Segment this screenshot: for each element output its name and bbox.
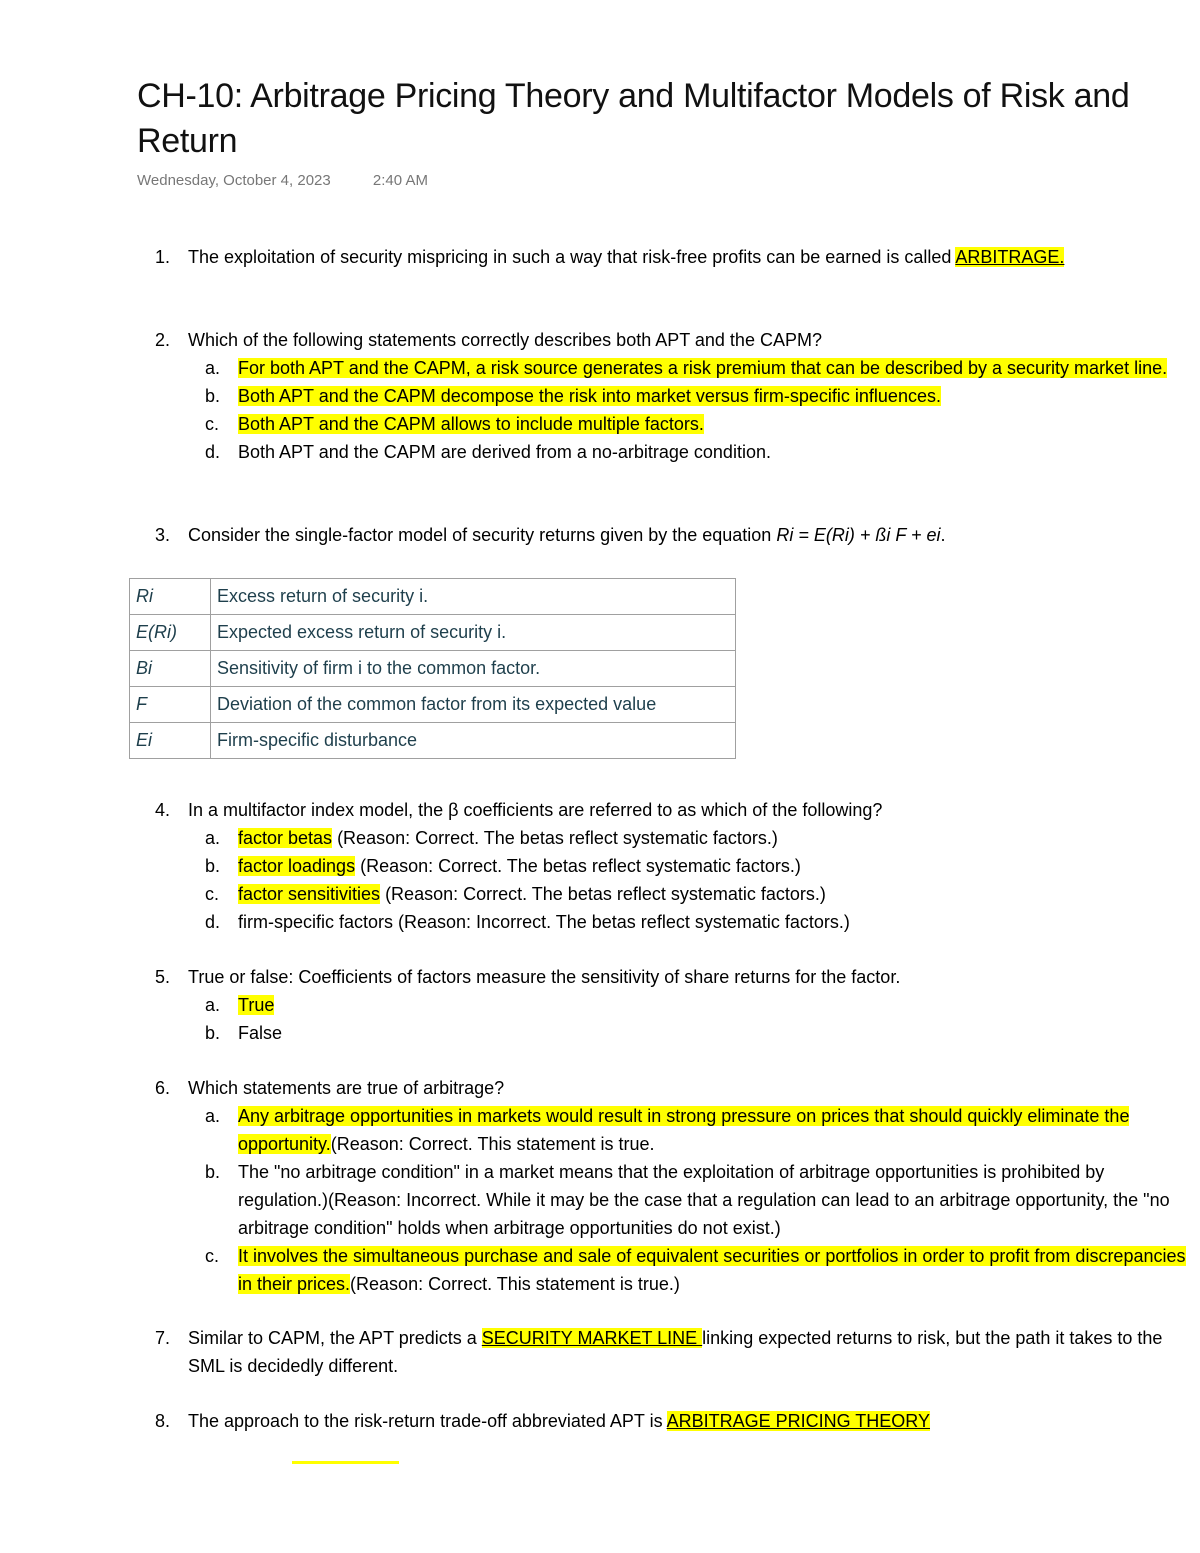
- table-row: [130, 651, 736, 687]
- definition-cell: Expected excess return of security i.: [211, 615, 736, 651]
- answer-option: [205, 880, 1190, 908]
- text-segment: True or false: Coefficients of factors measure the sensitivity of share returns for the factor.: [188, 967, 901, 987]
- table-row: [130, 579, 736, 615]
- highlight-mark: [292, 1461, 399, 1464]
- highlighted-answer: It involves the simultaneous purchase and sale of equivalent securities or portfolios in order to profit from discrepancies in their prices.: [238, 1246, 1186, 1294]
- text-segment: The "no arbitrage condition" in a market means that the exploitation of arbitrage opportunities is prohibited by regulation.)(Reason: Incorrect. While it may be the case that a regulation can lead to an arbitrage opportunity, the "no arbitrage condition" holds when arbitrage opportunities do not exist.): [238, 1162, 1170, 1238]
- highlighted-answer: Both APT and the CAPM decompose the risk into market versus firm-specific influences.: [238, 386, 941, 406]
- option-letter: a.: [205, 828, 221, 848]
- page-title: CH-10: Arbitrage Pricing Theory and Multifactor Models of Risk and Return: [137, 77, 1130, 160]
- text-segment: (Reason: Correct. The betas reflect systematic factors.): [355, 856, 801, 876]
- option-letter: b.: [205, 1162, 221, 1182]
- highlighted-answer: factor loadings: [238, 856, 356, 876]
- text-segment: (Reason: Correct. The betas reflect systematic factors.): [380, 884, 826, 904]
- symbol-cell: F: [130, 687, 211, 723]
- option-letter: d.: [205, 912, 221, 932]
- question-3: [155, 521, 1190, 549]
- definition-cell: Sensitivity of firm i to the common factor.: [211, 651, 736, 687]
- question-number: 7.: [155, 1328, 171, 1348]
- highlighted-answer: True: [238, 995, 275, 1015]
- option-letter: a.: [205, 358, 221, 378]
- option-letter: c.: [205, 1246, 220, 1266]
- text-segment: Consider the single-factor model of security returns given by the equation: [188, 525, 777, 545]
- text-segment: False: [238, 1023, 283, 1043]
- question-6: [155, 1074, 1190, 1298]
- highlighted-answer: factor sensitivities: [238, 884, 381, 904]
- question-text: [188, 243, 1190, 271]
- definitions-table: [129, 578, 736, 759]
- question-number: 4.: [155, 800, 171, 820]
- table-row: [130, 723, 736, 759]
- text-segment: (Reason: Correct. The betas reflect systematic factors.): [332, 828, 778, 848]
- option-letter: b.: [205, 386, 221, 406]
- page-time: 2:40 AM: [372, 172, 428, 189]
- question-text: [188, 1407, 1190, 1435]
- answer-option: [205, 1242, 1190, 1298]
- text-segment: Which of the following statements correctly describes both APT and the CAPM?: [188, 330, 822, 350]
- page-date: Wednesday, October 4, 2023: [137, 172, 331, 189]
- answer-option: [205, 908, 1190, 936]
- highlighted-answer: ARBITRAGE.: [955, 247, 1065, 267]
- table-row: [130, 615, 736, 651]
- answer-option: [205, 354, 1190, 382]
- answer-option: [205, 438, 1190, 466]
- question-number: 5.: [155, 967, 171, 987]
- question-text: [188, 326, 1190, 354]
- option-letter: b.: [205, 856, 221, 876]
- text-segment: The exploitation of security mispricing in such a way that risk-free profits can be earned is called: [188, 247, 956, 267]
- text-segment: linking expected returns to risk, but the path it takes to the SML is decidedly different.: [188, 1328, 1163, 1376]
- option-letter: b.: [205, 1023, 221, 1043]
- question-2: [155, 326, 1190, 466]
- highlighted-answer: Both APT and the CAPM allows to include multiple factors.: [238, 414, 704, 434]
- answer-option: [205, 824, 1190, 852]
- question-4: [155, 796, 1190, 936]
- table-row: [130, 687, 736, 723]
- definition-cell: Excess return of security i.: [211, 579, 736, 615]
- answer-option: [205, 1019, 1190, 1047]
- question-number: 1.: [155, 247, 171, 267]
- symbol-cell: Ri: [130, 579, 211, 615]
- option-letter: a.: [205, 995, 221, 1015]
- question-text: [188, 796, 1190, 824]
- question-text: [188, 1074, 1190, 1102]
- option-letter: a.: [205, 1106, 221, 1126]
- text-segment: (Reason: Correct. This statement is true.: [330, 1134, 655, 1154]
- answer-option: [205, 382, 1190, 410]
- text-segment: The approach to the risk-return trade-off abbreviated APT is: [188, 1411, 667, 1431]
- text-segment: Which statements are true of arbitrage?: [188, 1078, 505, 1098]
- question-text: [188, 1324, 1190, 1380]
- option-letter: c.: [205, 414, 220, 434]
- highlighted-answer: For both APT and the CAPM, a risk source generates a risk premium that can be described by a security market line.: [238, 358, 1168, 378]
- text-segment: Ri = E(Ri) + ßi F + ei: [776, 525, 941, 545]
- question-number: 8.: [155, 1411, 171, 1431]
- question-7: [155, 1324, 1190, 1380]
- symbol-cell: Ei: [130, 723, 211, 759]
- answer-option: [205, 852, 1190, 880]
- option-letter: d.: [205, 442, 221, 462]
- definition-cell: Deviation of the common factor from its expected value: [211, 687, 736, 723]
- question-text: [188, 963, 1190, 991]
- question-1: [155, 243, 1190, 271]
- symbol-cell: Bi: [130, 651, 211, 687]
- answer-option: [205, 410, 1190, 438]
- text-segment: (Reason: Correct. This statement is true.): [350, 1274, 680, 1294]
- definition-cell: Firm-specific disturbance: [211, 723, 736, 759]
- highlighted-answer: ARBITRAGE PRICING THEORY: [666, 1411, 930, 1431]
- question-text: [188, 521, 1190, 549]
- question-number: 6.: [155, 1078, 171, 1098]
- option-letter: c.: [205, 884, 220, 904]
- text-segment: Both APT and the CAPM are derived from a no-arbitrage condition.: [238, 442, 771, 462]
- question-5: [155, 963, 1190, 1047]
- answer-option: [205, 1102, 1190, 1158]
- text-segment: In a multifactor index model, the β coefficients are referred to as which of the following?: [188, 800, 883, 820]
- question-8: [155, 1407, 1190, 1435]
- text-segment: .: [940, 525, 946, 545]
- text-segment: Similar to CAPM, the APT predicts a: [188, 1328, 482, 1348]
- page-meta: [137, 172, 428, 189]
- highlighted-answer: Any arbitrage opportunities in markets would result in strong pressure on prices that should quickly eliminate the opportunity.: [238, 1106, 1130, 1154]
- question-number: 3.: [155, 525, 171, 545]
- answer-option: [205, 1158, 1190, 1242]
- answer-option: [205, 991, 1190, 1019]
- highlighted-answer: factor betas: [238, 828, 333, 848]
- text-segment: firm-specific factors (Reason: Incorrect. The betas reflect systematic factors.): [238, 912, 850, 932]
- highlighted-answer: SECURITY MARKET LINE: [481, 1328, 703, 1348]
- symbol-cell: E(Ri): [130, 615, 211, 651]
- question-number: 2.: [155, 330, 171, 350]
